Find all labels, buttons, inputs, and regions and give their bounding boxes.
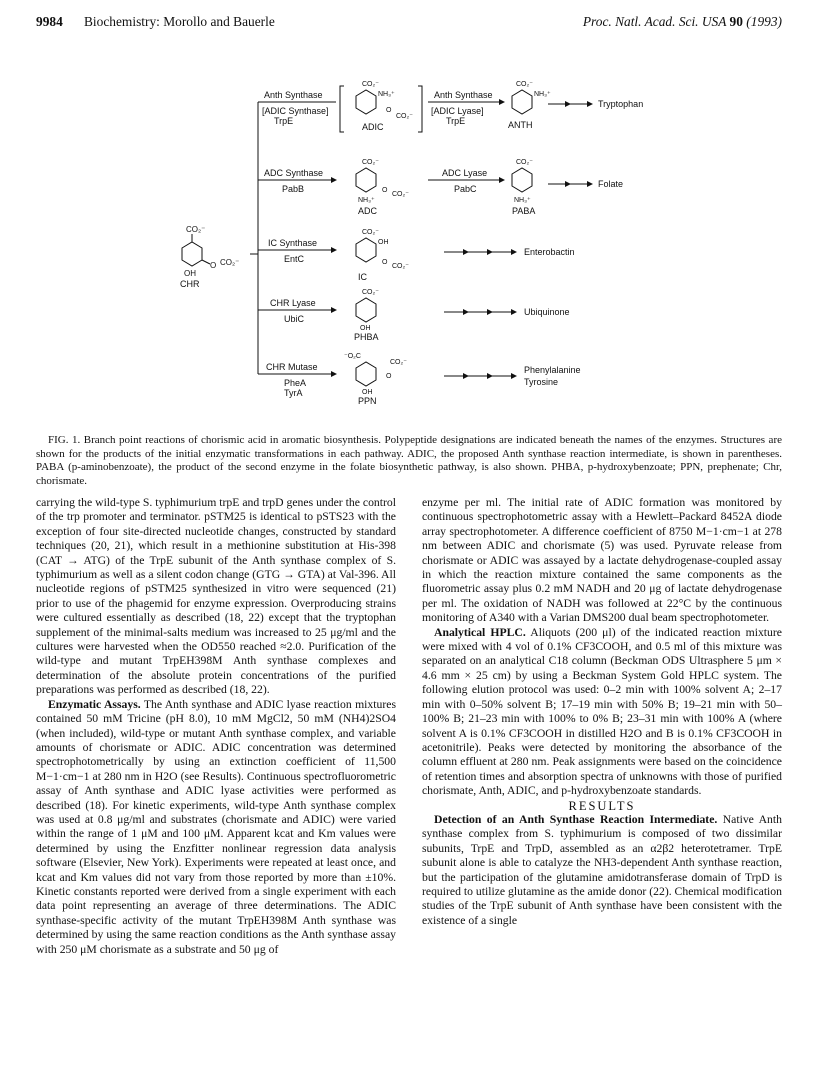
svg-text:[ADIC Lyase]: [ADIC Lyase] — [431, 106, 484, 116]
svg-text:PHBA: PHBA — [354, 332, 379, 342]
svg-text:ADIC: ADIC — [362, 122, 384, 132]
svg-text:CO₂⁻: CO₂⁻ — [362, 159, 379, 166]
right-para-1: enzyme per ml. The initial rate of ADIC formation was monitored by continuous spectrophotometric assay with a Hewlett–Packard 8452A diode array spectrophotometer. A difference coefficient of 8750 M−1·cm−1 at 278 nm between ADIC and chorismate (5) was used. Pyruvate release from chorismate or ADIC was assayed by a lactate dehydrogenase-coupled assay in which the reaction mixture contained the same components as the fluorometric assay plus 0.2 mM NADH and 20 μg of lactate dehydrogenase per ml. The oxidation of NADH was followed at 22°C by the continuous monitoring of A340 with a Varian DMS200 dual beam spectrophotometer. — [422, 496, 782, 625]
svg-text:CHR Lyase: CHR Lyase — [270, 298, 316, 308]
svg-text:ADC Synthase: ADC Synthase — [264, 168, 324, 178]
svg-text:O: O — [386, 107, 392, 114]
svg-text:OH: OH — [378, 239, 389, 246]
svg-text:EntC: EntC — [284, 254, 305, 264]
svg-text:CO₂⁻: CO₂⁻ — [362, 289, 379, 296]
svg-text:O: O — [210, 261, 217, 270]
svg-text:OH: OH — [362, 389, 373, 396]
chr-label: CHR — [180, 279, 200, 289]
svg-text:CO₂⁻: CO₂⁻ — [220, 258, 240, 267]
svg-text:Folate: Folate — [598, 179, 624, 189]
branch-ic — [258, 229, 575, 282]
section-heading: RESULTS — [568, 798, 636, 813]
svg-text:[ADIC Synthase]: [ADIC Synthase] — [262, 106, 329, 116]
svg-text:OH: OH — [360, 325, 371, 332]
svg-text:CO₂⁻: CO₂⁻ — [390, 359, 407, 366]
svg-text:CO₂⁻: CO₂⁻ — [392, 191, 409, 198]
svg-text:UbiC: UbiC — [284, 314, 305, 324]
branch-anth — [258, 81, 643, 132]
svg-text:Anth Synthase: Anth Synthase — [264, 90, 323, 100]
pathway-figure — [150, 74, 710, 404]
svg-text:IC Synthase: IC Synthase — [268, 238, 318, 248]
svg-text:Anth Synthase: Anth Synthase — [434, 90, 493, 100]
branch-adc — [258, 159, 623, 216]
svg-text:CO₂⁻: CO₂⁻ — [516, 159, 533, 166]
svg-text:CHR Mutase: CHR Mutase — [266, 362, 318, 372]
svg-text:PABA: PABA — [512, 206, 536, 216]
left-para-1: carrying the wild-type S. typhimurium trpE and trpD genes under the control of the trp promoter and terminator. pSTM25 is identical to pSTS23 with the exception of four site-directed nucleotide changes, constructed by standard techniques (20, 21), which result in a methionine substitution at His-398 (CAT → ATG) of the TrpE subunit of the Anth synthase complex of S. typhimurium as well as a silent codon change (GTG → GTA) at Val-396. All nucleotide regions of pSTM25 synthesized in vitro were sequenced (21) prior to use of the phagemid for enzyme expression. Overproducing strains were cultured essentially as described (18, 22) except that the tryptophan supplement of the minimal-salts medium was increased to 25 μg/ml and the cultures were harvested when the OD550 reached ≈2.0. Purification of the wild-type and mutant TrpEH398M Anth synthase complexes and determination of the absolute protein concentrations of the purified preparations was performed as described (18, 22). — [36, 496, 396, 697]
svg-text:NH₃⁺: NH₃⁺ — [514, 197, 531, 204]
svg-text:PPN: PPN — [358, 396, 377, 404]
branch-phba — [258, 289, 570, 342]
svg-text:CO₂⁻: CO₂⁻ — [516, 81, 533, 88]
branch-ppn — [258, 353, 581, 404]
svg-text:NH₃⁺: NH₃⁺ — [358, 197, 375, 204]
svg-text:ADC Lyase: ADC Lyase — [442, 168, 488, 178]
svg-text:Ubiquinone: Ubiquinone — [524, 307, 570, 317]
figure-caption: FIG. 1. Branch point reactions of chorismic acid in aromatic biosynthesis. Polypeptide designations are indicated beneath the names of the enzymes. Structures are shown for the products of the initial enzymatic transformations in each pathway. ADIC, the proposed Anth synthase reaction intermediate, is shown in parentheses. PABA (p-aminobenzoate), the product of the second enzyme in the folate biosynthetic pathway, is also shown. PHBA, p-hydroxybenzoate; PPN, prephenate; Chr, chorismate. — [36, 434, 782, 487]
right-para-3: Detection of an Anth Synthase Reaction Intermediate. Native Anth synthase complex from S. typhimurium is composed of two dissimilar subunits, TrpE and TrpD, assembled as an α2β2 heterotetramer. TrpE subunit alone is able to catalyze the NH3-dependent Anth synthase reaction, but the participation of the glutamine amidotransferase domain of TrpD is required to utilize glutamine as the amide donor (22). Chemical modification studies of the TrpE subunit of Anth synthase have been consistent with the existence of a single — [422, 812, 782, 927]
svg-text:OH: OH — [184, 269, 196, 278]
svg-text:CO₂⁻: CO₂⁻ — [186, 225, 206, 234]
svg-text:Tryptophan: Tryptophan — [598, 99, 644, 109]
svg-text:TyrA: TyrA — [284, 388, 303, 398]
svg-text:ADC: ADC — [358, 206, 378, 216]
svg-text:TrpE: TrpE — [446, 116, 466, 126]
svg-text:PheA: PheA — [284, 378, 307, 388]
svg-text:Phenylalanine: Phenylalanine — [524, 365, 581, 375]
svg-text:CO₂⁻: CO₂⁻ — [362, 81, 379, 88]
svg-text:Tyrosine: Tyrosine — [524, 377, 559, 387]
svg-text:O: O — [386, 373, 392, 380]
citation: Proc. Natl. Acad. Sci. USA 90 (1993) — [582, 14, 782, 29]
svg-text:Enterobactin: Enterobactin — [524, 247, 575, 257]
svg-text:CO₂⁻: CO₂⁻ — [392, 263, 409, 270]
svg-text:PabC: PabC — [454, 184, 477, 194]
svg-text:PabB: PabB — [282, 184, 305, 194]
svg-text:O: O — [382, 187, 388, 194]
svg-text:NH₃⁺: NH₃⁺ — [378, 91, 395, 98]
svg-text:IC: IC — [358, 272, 367, 282]
right-column — [422, 496, 782, 928]
svg-text:NH₃⁺: NH₃⁺ — [534, 91, 551, 98]
svg-text:ANTH: ANTH — [508, 120, 533, 130]
svg-text:O: O — [382, 259, 388, 266]
chorismate-structure — [180, 225, 239, 289]
running-title: Biochemistry: Morollo and Bauerle — [84, 14, 275, 29]
svg-text:CO₂⁻: CO₂⁻ — [362, 229, 379, 236]
svg-text:CO₂⁻: CO₂⁻ — [396, 113, 413, 120]
svg-text:TrpE: TrpE — [274, 116, 294, 126]
right-para-2: Analytical HPLC. Aliquots (200 μl) of the indicated reaction mixture were mixed with 4 vol of 0.1% CF3COOH, and 0.5 ml of this mixture was separated on an analytical C18 column (Beckman ODS Ultrasphere 5 μm × 4.6 mm × 25 cm) by using a Beckman System Gold HPLC system. The following elution protocol was used: 0–2 min with 100% solvent A; 2–17 min with 0–50% solvent B; 17–19 min with 50% B; 19–21 min with 50–100% B; 21–23 min with 100% to 0% B; 23–31 min with 100% A (where solvent A is 0.1% CF3COOH in distilled H2O and B is 0.1% CF3COOH in acetonitrile). Peaks were detected by monitoring the absorbance of the column effluent at 280 nm. Peak assignments were based on the coincidence of retention times and absorption spectra of unknowns with those of purified chorismate, Anth, ADIC, and p-hydroxybenzoate standards. — [422, 625, 782, 798]
running-header — [36, 14, 782, 32]
left-column — [36, 496, 396, 957]
left-para-2: Enzymatic Assays. The Anth synthase and ADIC lyase reaction mixtures contained 50 mM Tricine (pH 8.0), 10 mM MgCl2, 50 mM (NH4)2SO4 (when included), wild-type or mutant Anth synthase complex, and variable amounts of chorismate or ADIC. ADIC concentration was determined spectrophotometrically by using an extinction coefficient of 11,500 M−1·cm−1 at 280 nm in H2O (see Results). Continuous spectrofluorometric assay of Anth synthase and ADIC lyase activities were performed as described (18). For kinetic experiments, wild-type Anth synthase complex was used at 0.8 μg/ml and substrates (chorismate and ADIC) were varied within the range of 1 μM and 100 μM. Apparent kcat and Km values were determined by using the Enzfitter nonlinear regression data analysis software (Elsevier, New York). Experiments were repeated at least once, and kcat and Km values did not vary from those reported by more than ±10%. Kinetic constants reported were derived from a single experiment with each data point representing an average of three determinations. The ADIC synthase-specific activity of the mutant TrpEH398M Anth synthase was determined by using the same reaction conditions as the Anth synthase assay with 250 μM chorismate as a substrate and 50 μg of — [36, 697, 396, 956]
page-number: 9984 — [36, 14, 63, 29]
svg-text:⁻O₂C: ⁻O₂C — [344, 353, 361, 360]
